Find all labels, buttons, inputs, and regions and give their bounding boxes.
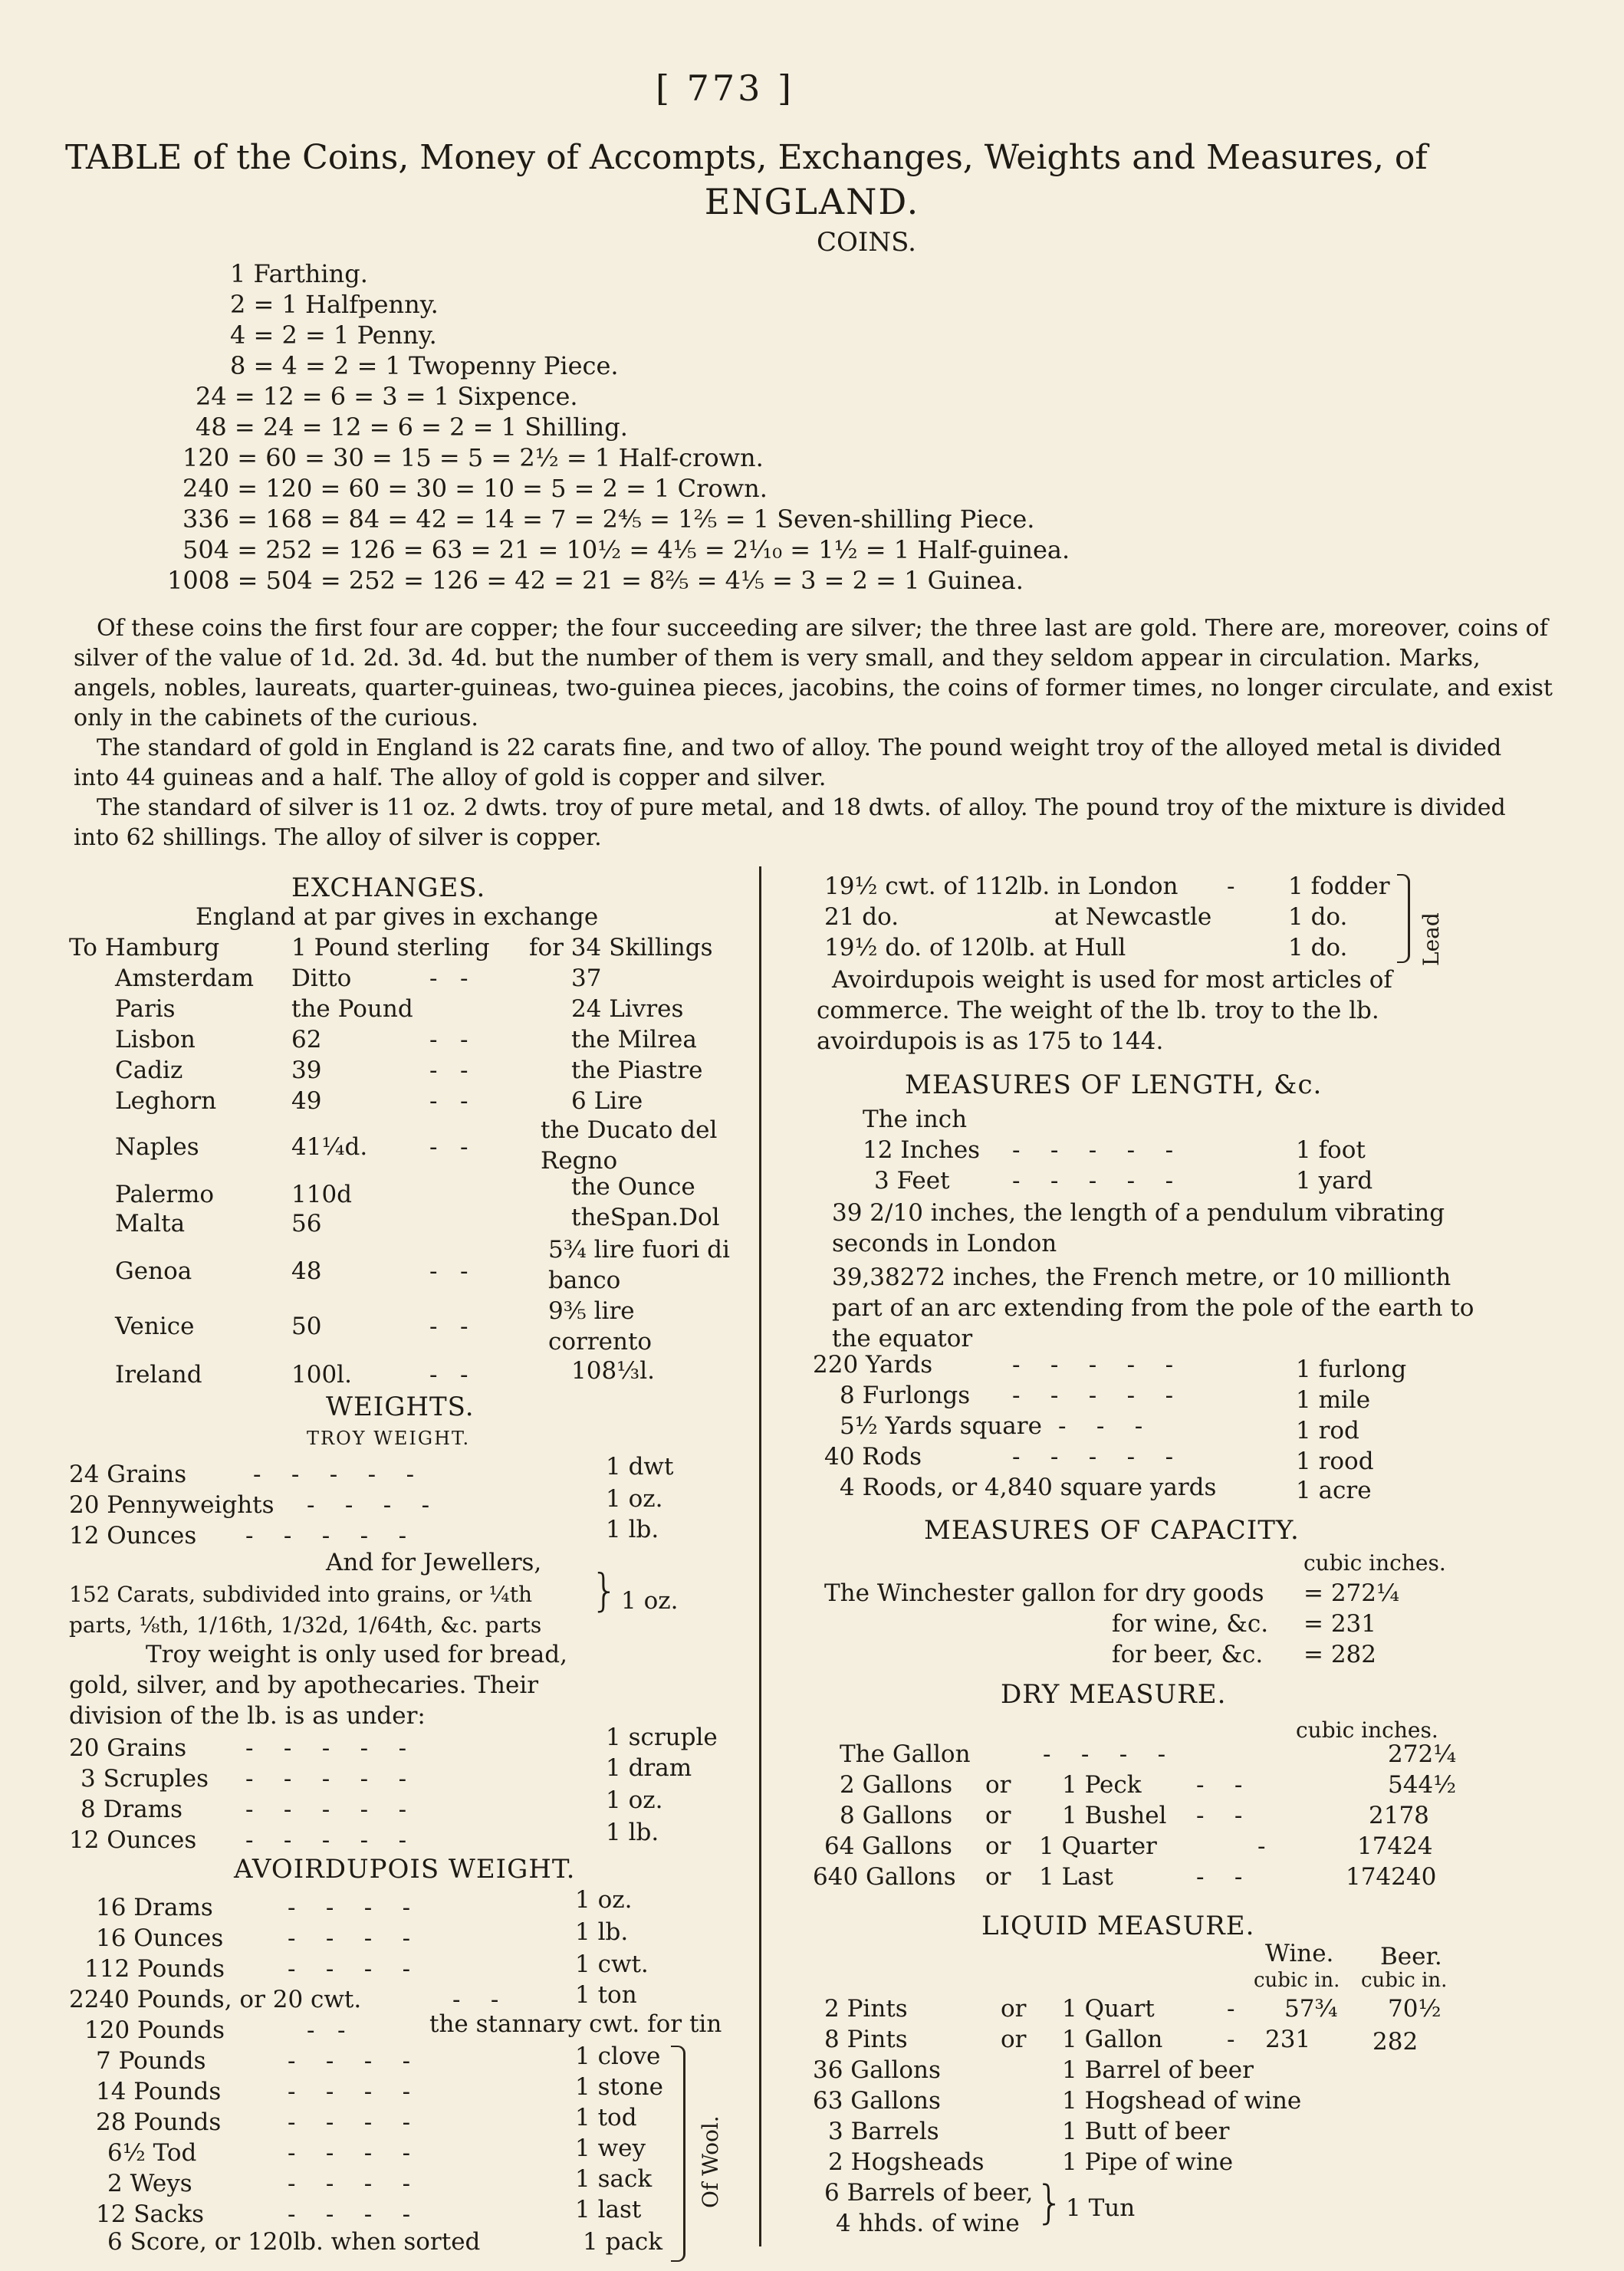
length-eq: 1 mile xyxy=(1296,1386,1371,1414)
liquid-eq: 1 Quart xyxy=(1062,1995,1155,2023)
capacity-val: = 231 xyxy=(1303,1610,1376,1638)
coins-note: Of these coins the first four are copper; the four succeeding are silver; the three last are gold. There are, moreover, coins of silver of the value of 1d. 2d. 3d. 4d. but the number of them is very small, and they seldom appear in circulation. Marks, angels, nobles, laureats, quarter-guineas, two-guinea pieces, jacobins, the coins of former times, no longer circulate, and exist only in the cabinets of the curious. xyxy=(74,615,1553,731)
page-title: TABLE of the Coins, Money of Accompts, Exchanges, Weights and Measures, of xyxy=(65,138,1428,177)
length-qty: 5½ Yards square xyxy=(840,1412,1042,1440)
wool-eq: 1 pack xyxy=(583,2228,663,2256)
dry-or: or xyxy=(985,1863,1011,1891)
coins-row: 48 = 24 = 12 = 6 = 2 = 1 Shilling. xyxy=(196,412,628,442)
wool-qty: 6 Score, or 120lb. when sorted xyxy=(107,2228,481,2256)
dry-val: 272¼ xyxy=(1388,1740,1457,1768)
exchange-place: Cadiz xyxy=(115,1057,183,1084)
wool-qty: 14 Pounds xyxy=(96,2078,222,2105)
lead-note: Avoirdupois weight is used for most articles of commerce. The weight of the lb. troy to the lb. avoirdupois is as 175 to 144. xyxy=(817,966,1392,1055)
capacity-unit: cubic inches. xyxy=(1303,1550,1446,1576)
wool-qty: 28 Pounds xyxy=(96,2108,222,2136)
troy-qty: 12 Ounces xyxy=(69,1522,197,1550)
liquid-qty: 36 Gallons xyxy=(813,2056,941,2084)
apothecary-qty: 12 Ounces xyxy=(69,1826,197,1854)
liquid-beer: 282 xyxy=(1373,2028,1419,2056)
length-eq: 1 furlong xyxy=(1296,1356,1407,1383)
troy-eq: 1 oz. xyxy=(606,1485,663,1513)
exchange-place: Genoa xyxy=(115,1257,192,1285)
lead-qty: 19½ do. of 120lb. at Hull xyxy=(824,934,1126,961)
capacity-val: = 272¼ xyxy=(1303,1579,1400,1607)
liquid-tun-eq: 1 Tun xyxy=(1066,2194,1136,2222)
capacity-label: for beer, &c. xyxy=(1112,1641,1264,1668)
apothecary-qty: 3 Scruples xyxy=(81,1765,209,1793)
apothecary-eq: 1 lb. xyxy=(606,1819,659,1846)
dry-qty: 8 Gallons xyxy=(840,1802,953,1829)
exchange-amount: 110d xyxy=(291,1181,353,1208)
lead-place: at Newcastle xyxy=(1054,903,1212,931)
exchange-place: Malta xyxy=(115,1210,186,1237)
wool-eq: 1 last xyxy=(575,2196,642,2223)
liquid-eq: 1 Gallon xyxy=(1062,2026,1163,2053)
liquid-qty: 2 Hogsheads xyxy=(828,2148,985,2176)
exchange-place: Leghorn xyxy=(115,1087,217,1115)
troy-eq: 1 dwt xyxy=(606,1453,674,1481)
exchange-value: 9⅗ lire corrento xyxy=(548,1297,653,1356)
troy-qty: 20 Pennyweights xyxy=(69,1491,275,1519)
coins-row: 4 = 2 = 1 Penny. xyxy=(230,320,437,350)
liquid-unit-beer: cubic in. xyxy=(1361,1969,1448,1992)
exchange-amount: 56 xyxy=(291,1210,322,1237)
lead-eq: 1 fodder xyxy=(1288,873,1390,900)
length-eq: 1 rood xyxy=(1296,1448,1374,1475)
apothecary-eq: 1 oz. xyxy=(606,1786,663,1814)
exchange-value: for 34 Skillings xyxy=(529,934,713,961)
wool-bracket xyxy=(671,2046,685,2262)
jewellers-text: 152 Carats, subdivided into grains, or ¼th parts, ⅛th, 1/16th, 1/32d, 1/64th, &c. parts xyxy=(69,1582,542,1638)
document-page: [ 773 ] TABLE of the Coins, Money of Accompts, Exchanges, Weights and Measures, of ENGLAND. COINS. 1 Farthing. 2 = 1 Halfpenny. 4 = 2 = 1 Penny. 8 = 4 = 2 = 1 Twopenny Piece. 24 = 12 = 6 = 3 = 1 Sixpence. 48 = 24 = 12 = 6 = 2 = 1 Shilling. 120 = 60 = 30 = 15 = 5 = 2½ = 1 Half-crown. 240 = 120 = 60 = 30 = 10 = 5 = 2 = 1 Crown. 336 = 168 = 84 = 42 = 14 = 7 = 2⅘ = 1⅖ = 1 Seven-shilling Piece. 504 = 252 = 126 = 63 = 21 = 10½ = 4⅕ = 2⅒ = 1½ = 1 Half-guinea. 1008 = 504 = 252 = 126 = 42 = 21 = 8⅖ = 4⅕ = 3 = 2 = 1 Guinea. Of these coins the first four are copper; the four succeeding are silver; the three last are gold. There are, moreover, coins of silver of the value of 1d. 2d. 3d. 4d. but the number of them is very small, and they seldom appear in circulation. Marks, angels, nobles, laureats, quarter-guineas, two-guinea pieces, jacobins, the coins of former times, no longer circulate, and exist only in the cabinets of the curious. The standard of gold in England is 22 carats fine, and two of alloy. The pound weight troy of the alloyed metal is divided into 44 guineas and a half. The alloy of gold is copper and silver. The standard of silver is 11 oz. 2 dwts. troy of pure metal, and 18 dwts. of alloy. The pound troy of the mixture is divided into 62 shillings. The alloy of silver is copper. EXCHANGES. England at par gives in exchange To Hamburg 1 Pound sterling for 34 Skillings Amsterdam Ditto - - 37 Paris the Pound 24 Livres Lisbon 62 - - the Milrea Cadiz 39 - - the Piastre Leghorn 49 - - 6 Lire Naples 41¼d. - - the Ducato del Regno Palermo 110d the Ounce Malta 56 theSpan.Dol Genoa 48 - - 5¾ lire fuori di banco Venice 50 - - 9⅗ lire corrento Ireland 100l. - - 108⅓l. WEIGHTS. TROY WEIGHT. 24 Grains - - - - - 1 dwt 20 Pennyweights - - - - 1 oz. 12 Ounces - - - - - 1 lb. And for Jewellers, 152 Carats, subdivided into grains, or ¼th parts, ⅛th, 1/16th, 1/32d, 1/64th, &c. parts } 1 oz. Troy weight is only used for bread, gold, silver, and by apothecaries. Their division of the lb. is as under: 20 Grains - - - - - 1 scruple 3 Scruples - - - - - 1 dram 8 Drams - - - - - 1 oz. 12 Ounces - - - - - 1 lb. AVOIRDUPOIS WEIGHT. 16 Drams - - - - 1 oz. 16 Ounces - - - - 1 lb. 112 Pounds - - - - 1 cwt. 2240 Pounds, or 20 cwt. - - 1 ton 120 Pounds - - the stannary cwt. for tin 7 Pounds - - - - 1 clove 14 Pounds - - - - 1 stone 28 Pounds - - - - 1 tod 6½ Tod - - - - 1 wey 2 Weys - - - - 1 sack 12 Sacks - - - - 1 last 6 Score, or 120lb. when sorted 1 pack Of Wool. 19½ cwt. of 112lb. in London - 1 fodder 21 do. at Newcastle 1 do. 19½ do. of 120lb. at Hull 1 do. Lead Avoirdupois weight is used for most articles of commerce. The weight of the lb. troy to the lb. avoirdupois is as 175 to 144. MEASURES OF LENGTH, &c. The inch 12 Inches - - - - - 1 foot 3 Feet - - - - - 1 yard 39 2/10 inches, the length of a pendulum vibrating seconds in London 39,38272 inches, the French metre, or 10 millionth part of an arc extending from the pole of the earth to the equator 220 Yards - - - - - 1 furlong 8 Furlongs - - - - - 1 mile 5½ Yards square - - - 1 rod 40 Rods - - - - - 1 rood 4 Roods, or 4,840 square yards 1 acre MEASURES OF CAPACITY. cubic inches. The Winchester gallon for dry goods = 272¼ for wine, &c. = 231 for beer, &c. = 282 DRY MEASURE. cubic inches. The Gallon - - - - 272¼ 2 Gallons or 1 Peck - - 544½ 8 Gallons or 1 Bushel - - 2178 64 Gallons or 1 Quarter - 17424 640 Gallons or 1 Last - - 174240 LIQUID MEASURE. Wine. Beer. cubic in. cubic in. 2 Pints or 1 Quart - 57¾ 70½ 8 Pints or 1 Gallon - 231 282 36 Gallons 1 Barrel of beer 63 Gallons 1 Hogshead of wine 3 Barrels 1 Butt of beer 2 Hogsheads 1 Pipe of wine 6 Barrels of beer, 4 hhds. of wine } 1 Tun xyxy=(0,0,1624,2271)
liquid-beer: 70½ xyxy=(1388,1995,1442,2023)
liquid-col-wine: Wine. xyxy=(1265,1940,1334,1967)
liquid-or: or xyxy=(1001,2026,1027,2053)
length-first: The inch xyxy=(863,1106,968,1133)
coins-row: 240 = 120 = 60 = 30 = 10 = 5 = 2 = 1 Crown. xyxy=(182,474,768,503)
coins-note: The standard of gold in England is 22 carats fine, and two of alloy. The pound weight troy of the alloyed metal is divided into 44 guineas and a half. The alloy of gold is copper and silver. xyxy=(74,735,1502,791)
exchange-value: theSpan.Dol xyxy=(571,1204,720,1231)
dry-qty: 640 Gallons xyxy=(813,1863,956,1891)
lead-qty: 19½ cwt. of 112lb. in London xyxy=(824,873,1179,900)
liquid-qty: 8 Pints xyxy=(824,2026,908,2053)
wool-eq: 1 clove xyxy=(575,2043,661,2070)
wool-eq: 1 wey xyxy=(575,2135,646,2162)
exchange-value: the Piastre xyxy=(571,1057,703,1084)
liquid-tun-line2: 4 hhds. of wine xyxy=(836,2210,1020,2237)
brace: } xyxy=(1035,2176,1065,2230)
exchange-value: 6 Lire xyxy=(571,1087,643,1115)
avoir-qty: 120 Pounds xyxy=(84,2016,225,2044)
exchange-amount: 1 Pound sterling xyxy=(291,934,490,961)
wool-qty: 12 Sacks xyxy=(96,2200,205,2228)
coins-row: 1008 = 504 = 252 = 126 = 42 = 21 = 8⅖ = 4⅕ = 3 = 2 = 1 Guinea. xyxy=(167,566,1024,595)
exchange-amount: 49 xyxy=(291,1087,322,1115)
liquid-unit-wine: cubic in. xyxy=(1254,1969,1340,1992)
length-eq: 1 yard xyxy=(1296,1167,1373,1195)
avoir-eq: 1 ton xyxy=(575,1981,637,2009)
wool-qty: 6½ Tod xyxy=(107,2139,197,2167)
apothecary-eq: 1 scruple xyxy=(606,1724,718,1751)
exchange-value: the Ounce xyxy=(571,1173,695,1201)
dry-val: 17424 xyxy=(1357,1832,1433,1860)
exchange-place: Palermo xyxy=(115,1181,215,1208)
brace: } xyxy=(590,1564,619,1616)
wool-eq: 1 sack xyxy=(575,2165,653,2193)
exchange-value: 37 xyxy=(571,965,602,992)
lead-qty: 21 do. xyxy=(824,903,899,931)
exchange-place: Paris xyxy=(115,995,176,1023)
length-eq: 1 rod xyxy=(1296,1417,1359,1444)
lead-bracket xyxy=(1397,874,1410,963)
dry-eq: 1 Peck xyxy=(1062,1771,1142,1799)
avoir-eq: the stannary cwt. for tin xyxy=(429,2010,722,2038)
dry-qty: The Gallon xyxy=(840,1740,971,1768)
liquid-eq: 1 Butt of beer xyxy=(1062,2118,1230,2145)
exchange-place: To Hamburg xyxy=(69,934,220,961)
liquid-eq: 1 Barrel of beer xyxy=(1062,2056,1254,2084)
dry-heading: DRY MEASURE. xyxy=(1001,1679,1227,1710)
dry-val: 2178 xyxy=(1369,1802,1429,1829)
length-heading: MEASURES OF LENGTH, &c. xyxy=(905,1070,1323,1100)
troy-note: Troy weight is only used for bread, gold, silver, and by apothecaries. Their division of the lb. is as under: xyxy=(69,1641,567,1730)
liquid-wine: 231 xyxy=(1265,2026,1311,2053)
apothecary-eq: 1 dram xyxy=(606,1754,692,1782)
exchanges-subheading: England at par gives in exchange xyxy=(196,903,599,931)
liquid-qty: 3 Barrels xyxy=(828,2118,939,2145)
liquid-wine: 57¾ xyxy=(1284,1995,1338,2023)
length-qty: 12 Inches xyxy=(863,1136,981,1164)
liquid-tun-line1: 6 Barrels of beer, xyxy=(824,2179,1034,2207)
wool-qty: 2 Weys xyxy=(107,2170,192,2197)
lead-label: Lead xyxy=(1419,912,1444,966)
dry-eq: 1 Last xyxy=(1039,1863,1114,1891)
dry-val: 174240 xyxy=(1346,1863,1437,1891)
coins-heading: COINS. xyxy=(817,227,916,258)
exchange-value: 108⅓l. xyxy=(571,1357,655,1385)
coins-row: 24 = 12 = 6 = 3 = 1 Sixpence. xyxy=(196,382,578,411)
length-qty: 8 Furlongs xyxy=(840,1382,971,1409)
dry-or: or xyxy=(985,1771,1011,1799)
coins-note: The standard of silver is 11 oz. 2 dwts. troy of pure metal, and 18 dwts. of alloy. The pound troy of the mixture is divided into 62 shillings. The alloy of silver is copper. xyxy=(74,794,1506,851)
wool-label: Of Wool. xyxy=(698,2115,723,2208)
length-qty: 3 Feet xyxy=(874,1167,950,1195)
jewellers-heading: And for Jewellers, xyxy=(326,1549,542,1576)
length-eq: 1 acre xyxy=(1296,1477,1372,1504)
avoir-eq: 1 cwt. xyxy=(575,1951,649,1978)
capacity-label: for wine, &c. xyxy=(1112,1610,1269,1638)
liquid-eq: 1 Pipe of wine xyxy=(1062,2148,1234,2176)
liquid-col-beer: Beer. xyxy=(1380,1943,1442,1970)
dry-eq: 1 Quarter xyxy=(1039,1832,1157,1860)
wool-eq: 1 tod xyxy=(575,2104,637,2131)
avoir-qty: 112 Pounds xyxy=(84,1955,225,1983)
avoir-qty: 16 Drams xyxy=(96,1894,213,1921)
liquid-or: or xyxy=(1001,1995,1027,2023)
exchange-amount: 39 xyxy=(291,1057,322,1084)
dry-unit: cubic inches. xyxy=(1296,1717,1438,1743)
coins-row: 8 = 4 = 2 = 1 Twopenny Piece. xyxy=(230,351,619,380)
coins-row: 1 Farthing. xyxy=(230,259,368,288)
coins-row: 504 = 252 = 126 = 63 = 21 = 10½ = 4⅕ = 2⅒ = 1½ = 1 Half-guinea. xyxy=(182,535,1070,564)
apothecary-qty: 8 Drams xyxy=(81,1796,183,1823)
capacity-label: The Winchester gallon for dry goods xyxy=(824,1579,1264,1607)
avoir-eq: 1 lb. xyxy=(575,1918,629,1946)
length-metre: 39,38272 inches, the French metre, or 10 millionth part of an arc extending from the pole of the earth to the equator xyxy=(832,1264,1474,1352)
dry-qty: 64 Gallons xyxy=(824,1832,952,1860)
troy-qty: 24 Grains xyxy=(69,1461,187,1488)
lead-eq: 1 do. xyxy=(1288,903,1348,931)
exchange-value: 24 Livres xyxy=(571,995,684,1023)
coins-notes xyxy=(74,613,1553,853)
liquid-eq: 1 Hogshead of wine xyxy=(1062,2087,1302,2115)
apothecary-qty: 20 Grains xyxy=(69,1734,187,1762)
coins-row: 120 = 60 = 30 = 15 = 5 = 2½ = 1 Half-crown. xyxy=(182,443,764,472)
liquid-heading: LIQUID MEASURE. xyxy=(981,1911,1255,1941)
length-qty: 40 Rods xyxy=(824,1443,922,1471)
country-heading: ENGLAND. xyxy=(704,181,920,222)
exchange-amount: Ditto xyxy=(291,965,352,992)
avoir-qty: 2240 Pounds, or 20 cwt. xyxy=(69,1986,362,2013)
length-qty: 4 Roods, or 4,840 square yards xyxy=(840,1474,1217,1501)
exchange-value: 5¾ lire fuori di banco xyxy=(548,1236,730,1294)
dry-eq: 1 Bushel xyxy=(1062,1802,1167,1829)
length-pendulum: 39 2/10 inches, the length of a pendulum vibrating seconds in London xyxy=(832,1199,1445,1257)
exchange-place: Ireland xyxy=(115,1361,202,1389)
exchange-amount: 48 xyxy=(291,1257,322,1285)
capacity-val: = 282 xyxy=(1303,1641,1376,1668)
coins-row: 2 = 1 Halfpenny. xyxy=(230,290,439,319)
avoirdupois-heading: AVOIRDUPOIS WEIGHT. xyxy=(234,1854,576,1885)
dry-qty: 2 Gallons xyxy=(840,1771,953,1799)
troy-eq: 1 lb. xyxy=(606,1516,659,1543)
wool-qty: 7 Pounds xyxy=(96,2047,206,2075)
exchange-value: the Ducato del Regno xyxy=(541,1116,718,1175)
weights-heading: WEIGHTS. xyxy=(326,1392,475,1422)
dry-or: or xyxy=(985,1802,1011,1829)
exchange-place: Amsterdam xyxy=(115,965,255,992)
jewellers-eq: 1 oz. xyxy=(621,1587,679,1615)
capacity-heading: MEASURES OF CAPACITY. xyxy=(924,1515,1300,1546)
liquid-qty: 2 Pints xyxy=(824,1995,908,2023)
wool-eq: 1 stone xyxy=(575,2073,663,2101)
exchanges-heading: EXCHANGES. xyxy=(291,873,486,903)
exchange-amount: 50 xyxy=(291,1313,322,1340)
avoir-qty: 16 Ounces xyxy=(96,1924,224,1952)
length-qty: 220 Yards xyxy=(813,1351,933,1379)
exchange-place: Naples xyxy=(115,1133,199,1161)
avoir-eq: 1 oz. xyxy=(575,1886,633,1914)
exchange-amount: 41¼d. xyxy=(291,1133,368,1161)
exchange-place: Lisbon xyxy=(115,1026,196,1053)
troy-heading: TROY WEIGHT. xyxy=(307,1428,471,1449)
dry-val: 544½ xyxy=(1388,1771,1457,1799)
column-divider xyxy=(759,866,761,2246)
exchange-amount: the Pound xyxy=(291,995,413,1023)
liquid-qty: 63 Gallons xyxy=(813,2087,941,2115)
exchange-amount: 100l. xyxy=(291,1361,352,1389)
dry-or: or xyxy=(985,1832,1011,1860)
coins-row: 336 = 168 = 84 = 42 = 14 = 7 = 2⅘ = 1⅖ = 1 Seven-shilling Piece. xyxy=(182,504,1035,534)
exchange-place: Venice xyxy=(115,1313,195,1340)
length-eq: 1 foot xyxy=(1296,1136,1366,1164)
page-number: [ 773 ] xyxy=(656,67,794,109)
exchange-amount: 62 xyxy=(291,1026,322,1053)
exchange-value: the Milrea xyxy=(571,1026,697,1053)
lead-eq: 1 do. xyxy=(1288,934,1348,961)
